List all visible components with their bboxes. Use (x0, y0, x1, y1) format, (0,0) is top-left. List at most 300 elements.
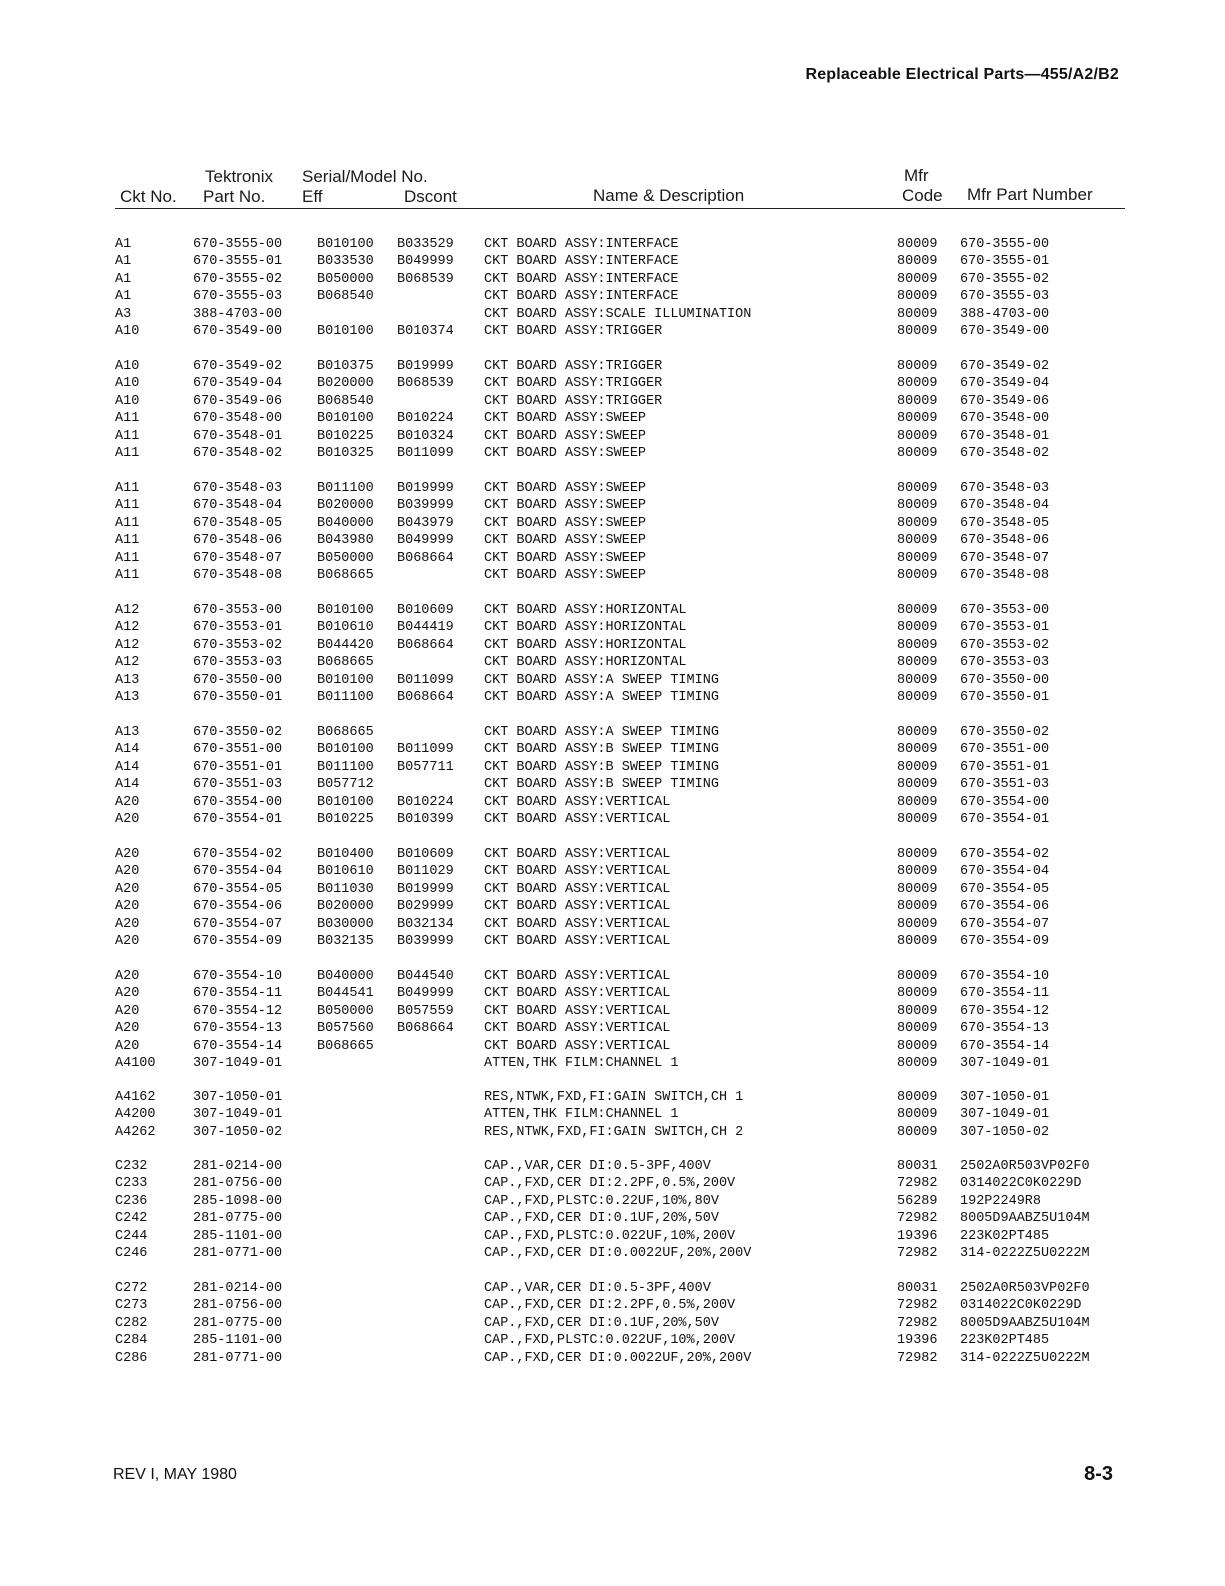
cell-mfr-part-number: 670-3549-06 (960, 393, 1050, 409)
table-row (0, 550, 1225, 567)
cell-serial-dscont: B011099 (397, 742, 454, 758)
cell-description: CKT BOARD ASSY:VERTICAL (484, 881, 671, 897)
cell-description: CAP.,FXD,CER DI:0.0022UF,20%,200V (484, 1245, 752, 1261)
cell-mfr-code: 19396 (897, 1228, 938, 1244)
cell-serial-eff: B068665 (317, 655, 374, 671)
cell-mfr-part-number: 670-3548-08 (960, 567, 1050, 583)
row-group (0, 602, 1225, 706)
cell-serial-dscont: B057711 (397, 759, 454, 775)
cell-part-no: 670-3548-04 (193, 498, 283, 514)
cell-mfr-part-number: 670-3553-01 (960, 620, 1050, 636)
cell-serial-dscont: B010609 (397, 847, 454, 862)
cell-ckt-no: A11 (115, 498, 140, 514)
cell-mfr-part-number: 8005D9AABZ5U104M (960, 1315, 1090, 1331)
cell-mfr-code: 72982 (897, 1211, 938, 1227)
cell-description: CKT BOARD ASSY:SWEEP (484, 550, 647, 566)
cell-description: ATTEN,THK FILM:CHANNEL 1 (484, 1055, 679, 1071)
cell-ckt-no: C273 (115, 1298, 148, 1314)
table-row (0, 567, 1225, 584)
cell-ckt-no: A11 (115, 515, 140, 531)
cell-ckt-no: A3 (115, 306, 132, 322)
cell-description: CKT BOARD ASSY:B SWEEP TIMING (484, 777, 719, 793)
table-row (0, 1297, 1225, 1314)
cell-mfr-part-number: 670-3554-13 (960, 1021, 1050, 1037)
table-row (0, 532, 1225, 549)
cell-mfr-part-number: 670-3554-01 (960, 811, 1050, 827)
cell-mfr-code: 19396 (897, 1333, 938, 1349)
cell-mfr-code: 80009 (897, 1090, 938, 1105)
cell-serial-eff: B010100 (317, 742, 374, 758)
cell-mfr-code: 80009 (897, 916, 938, 932)
cell-mfr-part-number: 670-3553-02 (960, 637, 1050, 653)
cell-ckt-no: A14 (115, 742, 140, 758)
cell-serial-dscont: B044419 (397, 620, 454, 636)
cell-serial-eff: B044541 (317, 986, 374, 1002)
cell-description: CKT BOARD ASSY:HORIZONTAL (484, 655, 687, 671)
cell-description: CKT BOARD ASSY:SWEEP (484, 567, 647, 583)
cell-mfr-code: 80009 (897, 515, 938, 531)
cell-part-no: 307-1049-01 (193, 1055, 283, 1071)
cell-mfr-code: 56289 (897, 1193, 938, 1209)
cell-part-no: 285-1101-00 (193, 1333, 283, 1349)
table-row (0, 689, 1225, 706)
cell-part-no: 670-3549-06 (193, 393, 283, 409)
cell-ckt-no: A20 (115, 881, 140, 897)
cell-part-no: 670-3555-02 (193, 271, 283, 287)
cell-part-no: 670-3554-10 (193, 969, 283, 984)
cell-mfr-part-number: 0314022C0K0229D (960, 1176, 1082, 1192)
table-row (0, 846, 1225, 863)
cell-ckt-no: A12 (115, 655, 140, 671)
cell-mfr-part-number: 670-3549-02 (960, 359, 1050, 374)
col-header-tektronix: Tektronix (205, 167, 274, 186)
running-head: Replaceable Electrical Parts—455/A2/B2 (805, 66, 1119, 83)
cell-description: CKT BOARD ASSY:SWEEP (484, 481, 647, 496)
cell-mfr-code: 80009 (897, 567, 938, 583)
cell-mfr-part-number: 670-3548-06 (960, 533, 1050, 549)
cell-part-no: 281-0775-00 (193, 1211, 283, 1227)
cell-part-no: 670-3551-03 (193, 777, 283, 793)
cell-ckt-no: A4100 (115, 1055, 156, 1071)
cell-mfr-part-number: 670-3551-03 (960, 777, 1050, 793)
cell-serial-dscont: B039999 (397, 933, 454, 949)
cell-mfr-part-number: 670-3548-00 (960, 411, 1050, 427)
cell-description: CKT BOARD ASSY:VERTICAL (484, 864, 671, 880)
cell-mfr-code: 72982 (897, 1298, 938, 1314)
cell-ckt-no: A10 (115, 359, 140, 374)
row-group (0, 846, 1225, 950)
cell-part-no: 670-3555-03 (193, 289, 283, 305)
table-row (0, 672, 1225, 689)
cell-part-no: 670-3548-01 (193, 428, 283, 444)
cell-description: CKT BOARD ASSY:HORIZONTAL (484, 620, 687, 636)
cell-description: CKT BOARD ASSY:B SWEEP TIMING (484, 759, 719, 775)
cell-serial-dscont: B011029 (397, 864, 454, 880)
cell-mfr-code: 72982 (897, 1350, 938, 1366)
table-row (0, 619, 1225, 636)
cell-serial-dscont: B068664 (397, 550, 454, 566)
cell-description: CKT BOARD ASSY:VERTICAL (484, 794, 671, 810)
cell-serial-eff: B010610 (317, 620, 374, 636)
cell-description: CKT BOARD ASSY:VERTICAL (484, 933, 671, 949)
cell-mfr-code: 80009 (897, 237, 938, 252)
cell-serial-eff: B068540 (317, 393, 374, 409)
cell-serial-eff: B010225 (317, 428, 374, 444)
cell-ckt-no: C244 (115, 1228, 148, 1244)
cell-ckt-no: A20 (115, 969, 140, 984)
cell-ckt-no: A13 (115, 672, 140, 688)
cell-part-no: 670-3555-01 (193, 254, 283, 270)
cell-ckt-no: A14 (115, 777, 140, 793)
cell-mfr-part-number: 670-3555-02 (960, 271, 1050, 287)
cell-serial-eff: B068665 (317, 567, 374, 583)
cell-serial-dscont: B068664 (397, 689, 454, 705)
cell-mfr-code: 72982 (897, 1176, 938, 1192)
cell-serial-eff: B010225 (317, 811, 374, 827)
cell-mfr-part-number: 307-1050-02 (960, 1124, 1050, 1140)
cell-ckt-no: A11 (115, 411, 140, 427)
cell-mfr-code: 80009 (897, 933, 938, 949)
cell-part-no: 285-1098-00 (193, 1193, 283, 1209)
cell-mfr-part-number: 314-0222Z5U0222M (960, 1350, 1090, 1366)
cell-mfr-part-number: 670-3548-04 (960, 498, 1050, 514)
revision-note: REV I, MAY 1980 (113, 1466, 237, 1483)
cell-description: CAP.,VAR,CER DI:0.5-3PF,400V (484, 1281, 711, 1296)
cell-serial-eff: B010400 (317, 847, 374, 862)
table-row (0, 1210, 1225, 1227)
cell-mfr-part-number: 670-3554-05 (960, 881, 1050, 897)
cell-mfr-part-number: 2502A0R503VP02F0 (960, 1159, 1090, 1174)
cell-mfr-part-number: 670-3555-01 (960, 254, 1050, 270)
cell-mfr-code: 80009 (897, 1038, 938, 1054)
cell-ckt-no: A11 (115, 533, 140, 549)
cell-mfr-part-number: 307-1049-01 (960, 1107, 1050, 1123)
cell-serial-eff: B040000 (317, 969, 374, 984)
cell-ckt-no: A1 (115, 254, 132, 270)
table-row (0, 410, 1225, 427)
cell-description: CKT BOARD ASSY:SCALE ILLUMINATION (484, 306, 752, 322)
cell-serial-dscont: B019999 (397, 481, 454, 496)
cell-mfr-part-number: 670-3554-00 (960, 794, 1050, 810)
cell-mfr-code: 80009 (897, 359, 938, 374)
cell-mfr-code: 80009 (897, 899, 938, 915)
cell-ckt-no: A4162 (115, 1090, 156, 1105)
cell-mfr-code: 80009 (897, 620, 938, 636)
cell-part-no: 670-3554-06 (193, 899, 283, 915)
cell-mfr-code: 80009 (897, 689, 938, 705)
cell-mfr-part-number: 670-3554-04 (960, 864, 1050, 880)
cell-ckt-no: C232 (115, 1159, 148, 1174)
cell-ckt-no: A4262 (115, 1124, 156, 1140)
cell-serial-dscont: B032134 (397, 916, 454, 932)
cell-ckt-no: A20 (115, 794, 140, 810)
cell-part-no: 281-0214-00 (193, 1159, 283, 1174)
col-header-ckt-no: Ckt No. (120, 187, 177, 206)
cell-part-no: 670-3553-02 (193, 637, 283, 653)
cell-mfr-code: 80009 (897, 445, 938, 461)
cell-part-no: 281-0756-00 (193, 1176, 283, 1192)
cell-mfr-code: 80009 (897, 672, 938, 688)
cell-mfr-part-number: 388-4703-00 (960, 306, 1050, 322)
cell-mfr-code: 80009 (897, 289, 938, 305)
table-row (0, 1106, 1225, 1123)
cell-serial-eff: B010100 (317, 603, 374, 618)
cell-part-no: 670-3553-00 (193, 603, 283, 618)
row-group (0, 724, 1225, 828)
cell-serial-eff: B020000 (317, 498, 374, 514)
cell-serial-eff: B010610 (317, 864, 374, 880)
cell-mfr-part-number: 307-1049-01 (960, 1055, 1050, 1071)
cell-part-no: 307-1050-01 (193, 1090, 283, 1105)
cell-serial-eff: B010100 (317, 794, 374, 810)
table-row (0, 1124, 1225, 1141)
cell-part-no: 670-3548-07 (193, 550, 283, 566)
cell-mfr-part-number: 670-3554-09 (960, 933, 1050, 949)
cell-part-no: 670-3550-01 (193, 689, 283, 705)
cell-description: CKT BOARD ASSY:A SWEEP TIMING (484, 689, 719, 705)
cell-serial-eff: B010325 (317, 445, 374, 461)
cell-ckt-no: A4200 (115, 1107, 156, 1123)
table-row (0, 1228, 1225, 1245)
cell-description: CKT BOARD ASSY:A SWEEP TIMING (484, 725, 719, 740)
row-group (0, 1089, 1225, 1141)
cell-serial-dscont: B039999 (397, 498, 454, 514)
col-header-mfr-part-number: Mfr Part Number (967, 185, 1093, 204)
cell-description: CKT BOARD ASSY:VERTICAL (484, 847, 671, 862)
cell-serial-eff: B033530 (317, 254, 374, 270)
cell-mfr-part-number: 670-3551-01 (960, 759, 1050, 775)
row-group (0, 1280, 1225, 1367)
cell-ckt-no: A11 (115, 445, 140, 461)
cell-description: CKT BOARD ASSY:SWEEP (484, 445, 647, 461)
cell-mfr-code: 80009 (897, 1055, 938, 1071)
cell-mfr-code: 80009 (897, 794, 938, 810)
cell-part-no: 281-0756-00 (193, 1298, 283, 1314)
cell-description: CAP.,FXD,PLSTC:0.22UF,10%,80V (484, 1193, 719, 1209)
cell-serial-eff: B044420 (317, 637, 374, 653)
cell-mfr-code: 80009 (897, 428, 938, 444)
cell-mfr-part-number: 0314022C0K0229D (960, 1298, 1082, 1314)
cell-serial-eff: B040000 (317, 515, 374, 531)
cell-description: CAP.,FXD,PLSTC:0.022UF,10%,200V (484, 1333, 736, 1349)
cell-mfr-code: 80009 (897, 881, 938, 897)
cell-mfr-part-number: 670-3553-03 (960, 655, 1050, 671)
cell-part-no: 670-3550-00 (193, 672, 283, 688)
cell-mfr-code: 80009 (897, 254, 938, 270)
cell-serial-eff: B010100 (317, 237, 374, 252)
cell-description: ATTEN,THK FILM:CHANNEL 1 (484, 1107, 679, 1123)
table-row (0, 811, 1225, 828)
col-header-eff: Eff (302, 187, 323, 206)
cell-serial-dscont: B010609 (397, 603, 454, 618)
table-row (0, 1158, 1225, 1175)
table-row (0, 375, 1225, 392)
cell-description: CKT BOARD ASSY:VERTICAL (484, 899, 671, 915)
cell-ckt-no: C284 (115, 1333, 148, 1349)
cell-serial-dscont: B068664 (397, 1021, 454, 1037)
table-row (0, 271, 1225, 288)
cell-serial-eff: B020000 (317, 376, 374, 392)
cell-serial-eff: B043980 (317, 533, 374, 549)
cell-mfr-part-number: 223K02PT485 (960, 1228, 1050, 1244)
cell-description: CKT BOARD ASSY:VERTICAL (484, 916, 671, 932)
cell-mfr-part-number: 670-3550-02 (960, 725, 1050, 740)
cell-part-no: 670-3554-05 (193, 881, 283, 897)
cell-serial-eff: B050000 (317, 550, 374, 566)
cell-description: CAP.,VAR,CER DI:0.5-3PF,400V (484, 1159, 711, 1174)
cell-serial-dscont: B010224 (397, 411, 454, 427)
table-row (0, 933, 1225, 950)
cell-ckt-no: A1 (115, 271, 132, 287)
cell-mfr-code: 80009 (897, 271, 938, 287)
col-header-name-description: Name & Description (593, 186, 745, 205)
cell-description: CKT BOARD ASSY:SWEEP (484, 498, 647, 514)
cell-mfr-code: 80009 (897, 655, 938, 671)
cell-part-no: 670-3553-03 (193, 655, 283, 671)
col-header-code: Code (902, 186, 943, 205)
cell-part-no: 670-3548-08 (193, 567, 283, 583)
cell-description: CKT BOARD ASSY:VERTICAL (484, 1038, 671, 1054)
cell-serial-dscont: B010324 (397, 428, 454, 444)
cell-ckt-no: C286 (115, 1350, 148, 1366)
cell-serial-eff: B068540 (317, 289, 374, 305)
table-row (0, 776, 1225, 793)
cell-mfr-part-number: 670-3554-06 (960, 899, 1050, 915)
cell-mfr-part-number: 223K02PT485 (960, 1333, 1050, 1349)
cell-description: CKT BOARD ASSY:VERTICAL (484, 1003, 671, 1019)
cell-serial-eff: B030000 (317, 916, 374, 932)
table-row (0, 1020, 1225, 1037)
cell-mfr-part-number: 670-3554-07 (960, 916, 1050, 932)
cell-serial-dscont: B029999 (397, 899, 454, 915)
cell-description: CKT BOARD ASSY:INTERFACE (484, 254, 679, 270)
cell-mfr-code: 80009 (897, 498, 938, 514)
cell-description: CKT BOARD ASSY:B SWEEP TIMING (484, 742, 719, 758)
table-row (0, 759, 1225, 776)
table-row (0, 1003, 1225, 1020)
cell-serial-eff: B011030 (317, 881, 374, 897)
cell-part-no: 670-3553-01 (193, 620, 283, 636)
cell-description: CKT BOARD ASSY:INTERFACE (484, 289, 679, 305)
cell-serial-eff: B011100 (317, 759, 374, 775)
table-row (0, 515, 1225, 532)
cell-mfr-part-number: 8005D9AABZ5U104M (960, 1211, 1090, 1227)
cell-ckt-no: C236 (115, 1193, 148, 1209)
cell-part-no: 307-1049-01 (193, 1107, 283, 1123)
cell-ckt-no: A20 (115, 933, 140, 949)
table-row (0, 1280, 1225, 1297)
cell-part-no: 670-3551-01 (193, 759, 283, 775)
cell-mfr-code: 80009 (897, 323, 938, 339)
table-row (0, 1332, 1225, 1349)
cell-mfr-code: 72982 (897, 1315, 938, 1331)
cell-ckt-no: A20 (115, 864, 140, 880)
table-row (0, 393, 1225, 410)
page-number: 8-3 (1084, 1463, 1113, 1485)
cell-part-no: 670-3554-04 (193, 864, 283, 880)
cell-mfr-code: 80031 (897, 1281, 938, 1296)
cell-ckt-no: C246 (115, 1245, 148, 1261)
cell-serial-dscont: B068539 (397, 376, 454, 392)
cell-mfr-code: 80009 (897, 637, 938, 653)
cell-ckt-no: A20 (115, 847, 140, 862)
cell-serial-eff: B057712 (317, 777, 374, 793)
cell-mfr-code: 80009 (897, 411, 938, 427)
cell-serial-eff: B010375 (317, 359, 374, 374)
cell-mfr-part-number: 670-3550-01 (960, 689, 1050, 705)
cell-mfr-part-number: 670-3549-04 (960, 376, 1050, 392)
cell-mfr-part-number: 670-3550-00 (960, 672, 1050, 688)
cell-mfr-code: 80009 (897, 603, 938, 618)
cell-part-no: 670-3549-02 (193, 359, 283, 374)
table-row (0, 724, 1225, 741)
cell-description: CKT BOARD ASSY:HORIZONTAL (484, 637, 687, 653)
cell-part-no: 670-3549-00 (193, 323, 283, 339)
col-header-serial-model: Serial/Model No. (302, 167, 428, 186)
cell-mfr-code: 80009 (897, 864, 938, 880)
cell-mfr-code: 80009 (897, 847, 938, 862)
table-row (0, 1089, 1225, 1106)
cell-mfr-part-number: 670-3554-02 (960, 847, 1050, 862)
cell-description: CKT BOARD ASSY:SWEEP (484, 428, 647, 444)
cell-part-no: 281-0771-00 (193, 1350, 283, 1366)
cell-serial-dscont: B049999 (397, 986, 454, 1002)
col-header-part-no: Part No. (203, 187, 266, 206)
header-rule (115, 208, 1125, 209)
cell-serial-eff: B010100 (317, 323, 374, 339)
cell-description: CKT BOARD ASSY:SWEEP (484, 515, 647, 531)
cell-mfr-part-number: 670-3549-00 (960, 323, 1050, 339)
cell-description: CAP.,FXD,CER DI:2.2PF,0.5%,200V (484, 1298, 736, 1314)
cell-description: CKT BOARD ASSY:TRIGGER (484, 376, 663, 392)
cell-mfr-code: 80009 (897, 481, 938, 496)
row-group (0, 480, 1225, 584)
cell-part-no: 670-3554-13 (193, 1021, 283, 1037)
table-row (0, 602, 1225, 619)
cell-part-no: 670-3548-02 (193, 445, 283, 461)
cell-part-no: 670-3548-06 (193, 533, 283, 549)
cell-ckt-no: A11 (115, 481, 140, 496)
cell-part-no: 670-3554-11 (193, 986, 283, 1002)
cell-part-no: 670-3548-00 (193, 411, 283, 427)
cell-serial-dscont: B019999 (397, 881, 454, 897)
cell-part-no: 307-1050-02 (193, 1124, 283, 1140)
row-group (0, 968, 1225, 1072)
cell-ckt-no: A20 (115, 1003, 140, 1019)
table-row (0, 306, 1225, 323)
cell-serial-eff: B057560 (317, 1021, 374, 1037)
cell-part-no: 670-3554-02 (193, 847, 283, 862)
cell-serial-dscont: B019999 (397, 359, 454, 374)
table-row (0, 1315, 1225, 1332)
cell-serial-dscont: B049999 (397, 254, 454, 270)
cell-serial-eff: B010100 (317, 672, 374, 688)
table-row (0, 863, 1225, 880)
cell-ckt-no: A1 (115, 237, 132, 252)
cell-description: RES,NTWK,FXD,FI:GAIN SWITCH,CH 1 (484, 1090, 744, 1105)
cell-serial-eff: B050000 (317, 1003, 374, 1019)
table-row (0, 1193, 1225, 1210)
cell-ckt-no: C233 (115, 1176, 148, 1192)
cell-mfr-code: 80009 (897, 1107, 938, 1123)
cell-ckt-no: A14 (115, 759, 140, 775)
cell-ckt-no: A10 (115, 393, 140, 409)
cell-ckt-no: C282 (115, 1315, 148, 1331)
table-row (0, 1038, 1225, 1055)
table-row (0, 1350, 1225, 1367)
table-row (0, 654, 1225, 671)
cell-mfr-code: 80009 (897, 811, 938, 827)
